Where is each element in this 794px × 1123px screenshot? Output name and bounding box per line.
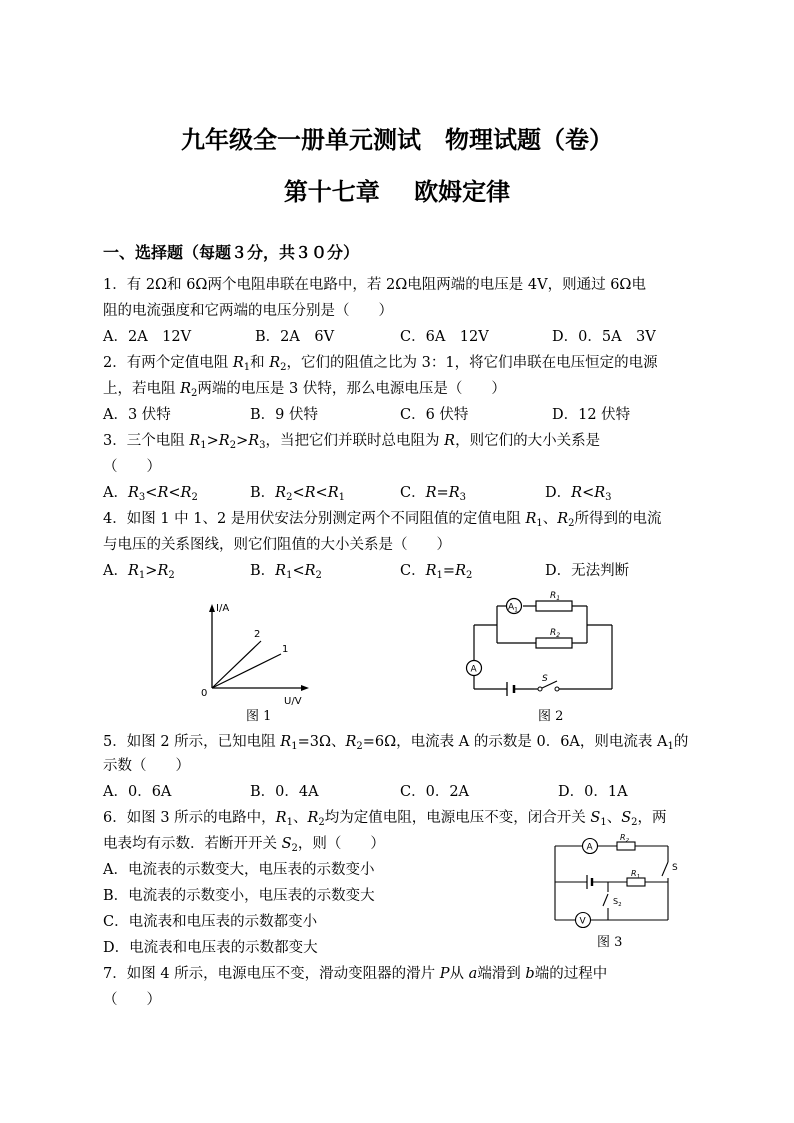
fig2-r2-label: $R_2$ xyxy=(550,628,561,639)
q4-option-a: A．$R_1>R_2$ xyxy=(103,563,175,581)
q3-option-c: C．$R=R_3$ xyxy=(400,485,466,503)
figure-2-caption: 图 2 xyxy=(538,709,564,724)
q6-option-d: D．电流表和电压表的示数都变大 xyxy=(103,940,318,956)
q2-stem-line1: 2．有两个定值电阻 $R_1$和 $R_2$，它们的阻值之比为 3：1，将它们串联在电压恒定的电源 xyxy=(103,355,658,373)
fig2-resistor-r2 xyxy=(536,638,572,648)
q5-stem-line2: 示数（ ） xyxy=(103,758,190,774)
fig1-y-arrow xyxy=(209,604,215,612)
fig1-line-1 xyxy=(212,654,281,688)
q6-option-b: B．电流表的示数变小，电压表的示数变大 xyxy=(103,888,375,904)
q7-stem-line2: （ ） xyxy=(103,992,161,1008)
q4-stem-line2: 与电压的关系图线，则它们阻值的大小关系是（ ） xyxy=(103,537,451,553)
q2-stem-line2: 上，若电阻 $R_2$两端的电压是 3 伏特，那么电源电压是（ ） xyxy=(103,381,506,399)
q2-option-c: C．6 伏特 xyxy=(400,407,469,423)
figure-3-circuit xyxy=(545,832,685,936)
q5-option-a: A．0．6A xyxy=(103,784,172,800)
q4-option-b: B．$R_1<R_2$ xyxy=(250,563,322,581)
q7-stem-line1: 7．如图 4 所示，电源电压不变，滑动变阻器的滑片 P从 a端滑到 b端的过程中 xyxy=(103,966,608,982)
q5-option-d: D．0．1A xyxy=(558,784,628,800)
q4-option-c: C．$R_1=R_2$ xyxy=(400,563,473,581)
fig2-r1-label: $R_1$ xyxy=(550,591,561,602)
q2-option-b: B．9 伏特 xyxy=(250,407,318,423)
fig3-ammeter-label: A xyxy=(586,842,593,853)
q1-option-a: A．2A 12V xyxy=(103,329,192,345)
q3-option-b: B．$R_2<R<R_1$ xyxy=(250,485,345,503)
q1-stem-line1: 1．有 2Ω和 6Ω两个电阻串联在电路中，若 2Ω电阻两端的电压是 4V，则通过 6Ω电 xyxy=(103,277,646,293)
q3-option-d: D．$R<R_3$ xyxy=(545,485,612,503)
figure-3-caption: 图 3 xyxy=(597,935,623,950)
q6-option-c: C．电流表和电压表的示数都变小 xyxy=(103,914,318,930)
fig1-line-2 xyxy=(212,641,261,688)
fig1-line-2-label: 2 xyxy=(254,629,261,640)
fig3-s-label: S xyxy=(672,863,678,873)
fig2-a1-label: $A_1$ xyxy=(508,602,518,614)
q6-stem-line1: 6．如图 3 所示的电路中，$R_1$、$R_2$均为定值电阻，电源电压不变，闭合开关 $S_1$、$S_2$，两 xyxy=(103,810,667,828)
q5-stem-line1: 5．如图 2 所示，已知电阻 $R_1=3\Omega$、$R_2=6\Omega$，电流表 A 的示数是 0．6A，则电流表 $A_1$的 xyxy=(103,734,689,752)
fig1-x-arrow xyxy=(301,685,309,691)
q5-option-b: B．0．4A xyxy=(250,784,319,800)
fig2-switch-label: S xyxy=(542,674,548,684)
q1-option-d: D．0．5A 3V xyxy=(552,329,656,345)
q3-option-a: A．$R_3<R<R_2$ xyxy=(103,485,198,503)
fig1-x-label: U/V xyxy=(284,696,302,707)
exam-title: 九年级全一册单元测试 物理试题（卷） xyxy=(181,126,613,154)
q2-option-d: D．12 伏特 xyxy=(552,407,631,423)
figure-1-caption: 图 1 xyxy=(246,709,272,724)
fig2-switch-contact xyxy=(555,687,559,691)
fig1-origin-label: 0 xyxy=(201,688,208,699)
q4-stem-line1: 4．如图 1 中 1、2 是用伏安法分别测定两个不同阻值的定值电阻 $R_1$、$R_2$所得到的电流 xyxy=(103,511,662,529)
q1-option-b: B．2A 6V xyxy=(255,329,335,345)
q4-option-d: D．无法判断 xyxy=(545,563,630,579)
figure-1-graph xyxy=(195,596,315,710)
figure-2-circuit xyxy=(462,588,622,698)
section-heading: 一、选择题（每题３分，共３０分） xyxy=(103,243,360,262)
q6-stem-line2: 电表均有示数．若断开开关 $S_2$，则（ ） xyxy=(103,836,385,854)
fig3-s2-label: $S_2$ xyxy=(613,897,622,908)
fig1-line-1-label: 1 xyxy=(282,644,289,655)
q1-option-c: C．6A 12V xyxy=(400,329,489,345)
q6-option-a: A．电流表的示数变大，电压表的示数变小 xyxy=(103,862,375,878)
fig3-r1-label: $R_1$ xyxy=(631,869,641,880)
fig3-voltmeter-label: V xyxy=(579,916,586,927)
q5-option-c: C．0．2A xyxy=(400,784,470,800)
fig2-switch-pivot xyxy=(538,687,542,691)
q3-stem-line1: 3．三个电阻 $R_1>R_2>R_3$，当把它们并联时总电阻为 R，则它们的大小关系是 xyxy=(103,433,601,451)
fig1-y-label: I/A xyxy=(216,603,230,614)
q2-option-a: A．3 伏特 xyxy=(103,407,171,423)
q3-stem-line2: （ ） xyxy=(103,459,161,475)
q1-stem-line2: 阻的电流强度和它两端的电压分别是（ ） xyxy=(103,303,393,319)
fig2-a-label: A xyxy=(470,664,477,675)
fig2-resistor-r1 xyxy=(536,601,572,611)
fig3-r2-label: $R_2$ xyxy=(620,833,630,844)
chapter-title: 第十七章 欧姆定律 xyxy=(283,178,511,206)
